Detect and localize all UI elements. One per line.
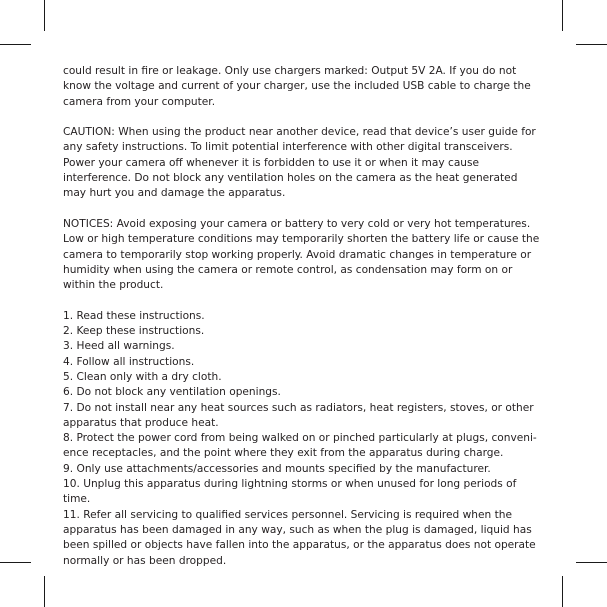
notices-paragraph: NOTICES: Avoid exposing your camera or battery to very cold or very hot temperatures. Low or high temperature conditions may temporarily shorten the battery life or cause the camera to temporarily stop working properly. Avoid dramatic changes in temperature or humidity when using the camera or remote control, as condensation may form on or within the product.: [63, 217, 540, 292]
list-item: 6. Do not block any ventilation openings.: [63, 386, 281, 399]
body-text: [63, 64, 543, 569]
list-item: 9. Only use attachments/accessories and mounts specified by the manufacturer.: [63, 462, 491, 475]
charger-paragraph: could result in fire or leakage. Only use chargers marked: Output 5V 2A. If you do not know the voltage and current of your charger, use the included USB cable to charge the camera from your computer.: [63, 65, 531, 108]
crop-mark-top-left-horizontal: [0, 44, 31, 45]
crop-mark-bottom-left-horizontal: [0, 562, 31, 563]
list-item: 10. Unplug this apparatus during lightning storms or when unused for long periods of time.: [63, 478, 517, 506]
caution-paragraph: CAUTION: When using the product near another device, read that device’s user guide for any safety instructions. To limit potential interference with other digital transceivers. Power your camera off whenever it is forbidden to use it or when it may cause interference. Do not block any ventilation holes on the camera as the heat generated may hurt you and damage the apparatus.: [63, 126, 536, 200]
list-item: 8. Protect the power cord from being walked on or pinched particularly at plugs, conveni-ence receptacles, and the point where they exit from the apparatus during charge.: [63, 432, 537, 460]
list-item: 11. Refer all servicing to qualified services personnel. Servicing is required when the apparatus has been damaged in any way, such as when the plug is damaged, liquid has been spilled or objects have fallen into the apparatus, or the apparatus does not operate normally or has been dropped.: [63, 508, 536, 567]
list-item: 4. Follow all instructions.: [63, 355, 195, 368]
safety-instructions-list: [63, 309, 543, 569]
crop-mark-top-left-vertical: [44, 0, 45, 31]
crop-mark-bottom-left-vertical: [44, 576, 45, 607]
list-item: 7. Do not install near any heat sources such as radiators, heat registers, stoves, or other apparatus that produce heat.: [63, 401, 534, 429]
list-item: 3. Heed all warnings.: [63, 340, 175, 353]
list-item: 2. Keep these instructions.: [63, 325, 205, 338]
crop-mark-top-right-vertical: [562, 0, 563, 31]
crop-mark-bottom-right-vertical: [562, 576, 563, 607]
crop-mark-bottom-right-horizontal: [576, 562, 607, 563]
list-item: 1. Read these instructions.: [63, 309, 205, 322]
crop-mark-top-right-horizontal: [576, 44, 607, 45]
list-item: 5. Clean only with a dry cloth.: [63, 370, 222, 383]
